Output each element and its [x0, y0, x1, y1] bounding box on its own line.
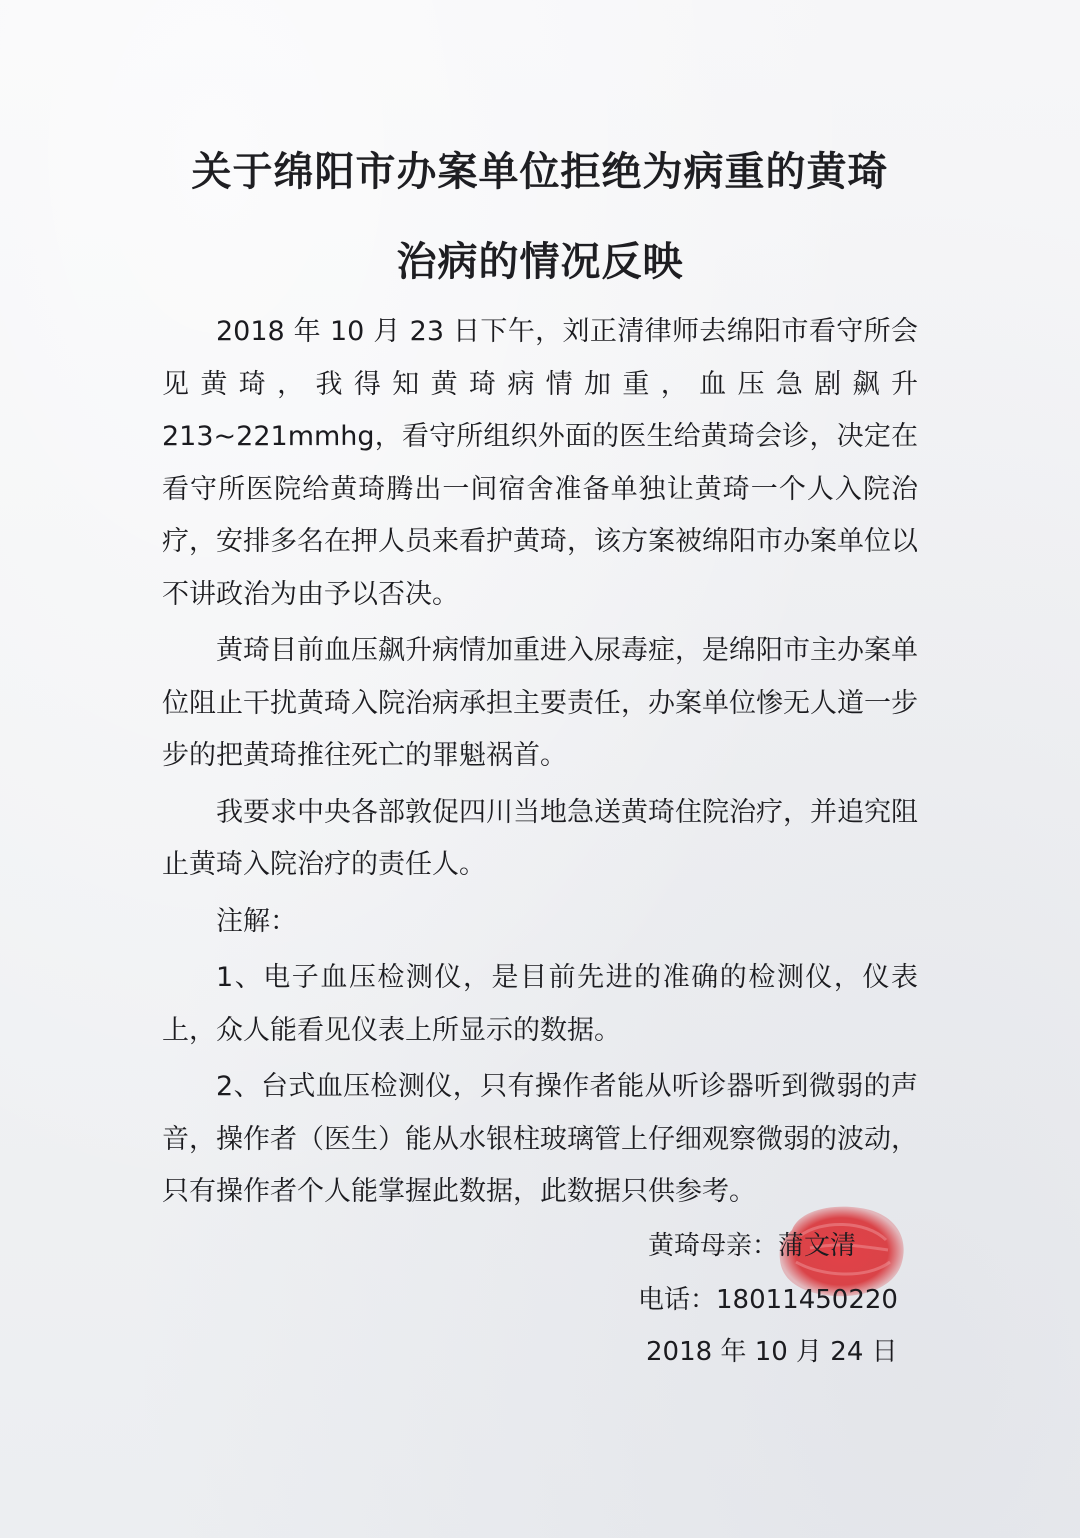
signature-name-value: 蒲文清: [778, 1231, 857, 1261]
note-2: 2、台式血压检测仪，只有操作者能从听诊器听到微弱的声音，操作者（医生）能从水银柱玻璃管上仔细观察微弱的波动，只有操作者个人能掌握此数据，此数据只供参考。: [162, 1071, 918, 1207]
signature-name-label: 黄琦母亲：: [648, 1231, 779, 1261]
paragraph-3: 我要求中央各部敦促四川当地急送黄琦住院治疗，并追究阻止黄琦入院治疗的责任人。: [162, 796, 918, 880]
paragraph-2: 黄琦目前血压飙升病情加重进入尿毒症，是绵阳市主办案单位阻止干扰黄琦入院治病承担主要责任，办案单位惨无人道一步步的把黄琦推往死亡的罪魁祸首。: [162, 635, 918, 771]
signature-name-line: [648, 1228, 856, 1264]
notes-heading: 注解：: [216, 905, 297, 937]
document-title-line-2: 治病的情况反映: [396, 238, 684, 285]
note-1: 1、电子血压检测仪，是目前先进的准确的检测仪，仪表上，众人能看见仪表上所显示的数据。: [162, 962, 918, 1046]
document-title-line-1: 关于绵阳市办案单位拒绝为病重的黄琦: [191, 148, 889, 195]
signature-date: 2018 年 10 月 24 日: [646, 1337, 898, 1367]
document-body: [162, 306, 918, 1219]
paragraph-1: 2018 年 10 月 23 日下午，刘正清律师去绵阳市看守所会见黄琦，我得知黄琦病情加重，血压急剧飙升 213~221mmhg，看守所组织外面的医生给黄琦会诊，决定在看守所医院给黄琦腾出一间宿舍准备单独让黄琦一个人入院治疗，安排多名在押人员来看护黄琦，该方案被绵阳市办案单位以不讲政治为由予以否决。: [162, 316, 918, 610]
signature-phone-label: 电话：: [638, 1285, 717, 1315]
signature-phone-line: [638, 1282, 898, 1318]
signature-phone-value: 18011450220: [716, 1285, 898, 1315]
